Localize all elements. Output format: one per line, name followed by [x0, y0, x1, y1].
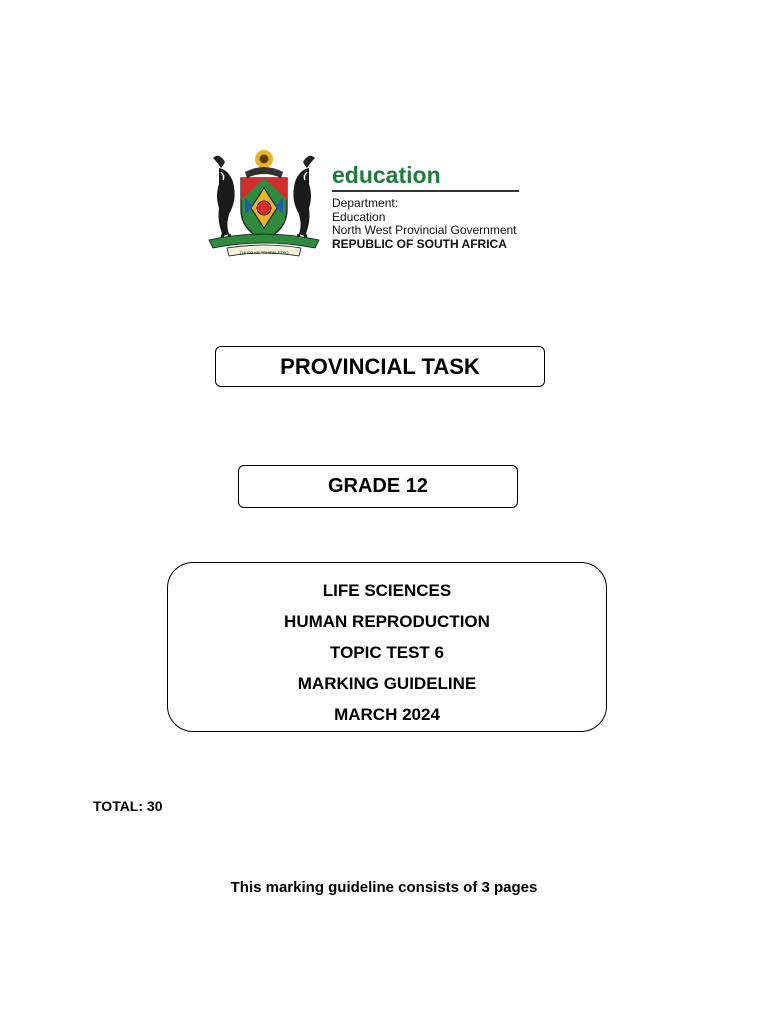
left-supporter-antelope [213, 156, 235, 242]
subject-details-box [167, 562, 607, 732]
page-count-note: This marking guideline consists of 3 pages [230, 879, 538, 896]
document-date: MARCH 2024 [334, 705, 440, 724]
crest-motto: THUTO KE TSHIRELETSO [239, 250, 289, 255]
logo-divider [332, 190, 519, 192]
grade-box: GRADE 12 [238, 465, 518, 508]
topic-name: HUMAN REPRODUCTION [284, 612, 490, 631]
logo-text-block [332, 162, 522, 251]
shield [241, 178, 287, 240]
logo-line-government: North West Provincial Government [332, 223, 517, 237]
right-supporter-antelope [293, 156, 315, 242]
total-marks: TOTAL: 30 [93, 798, 163, 814]
logo-line-department: Department: [332, 196, 399, 210]
logo-line-country: REPUBLIC OF SOUTH AFRICA [332, 236, 507, 251]
document-type: MARKING GUIDELINE [297, 674, 477, 693]
coat-of-arms-icon [205, 148, 323, 258]
test-number: TOPIC TEST 6 [330, 643, 444, 662]
logo-title: education [332, 162, 441, 188]
department-logo [205, 148, 525, 260]
provincial-task-box: PROVINCIAL TASK [215, 346, 545, 387]
sunflower-crest [255, 150, 273, 168]
subject-name: LIFE SCIENCES [322, 581, 452, 600]
logo-line-education: Education [332, 209, 386, 224]
